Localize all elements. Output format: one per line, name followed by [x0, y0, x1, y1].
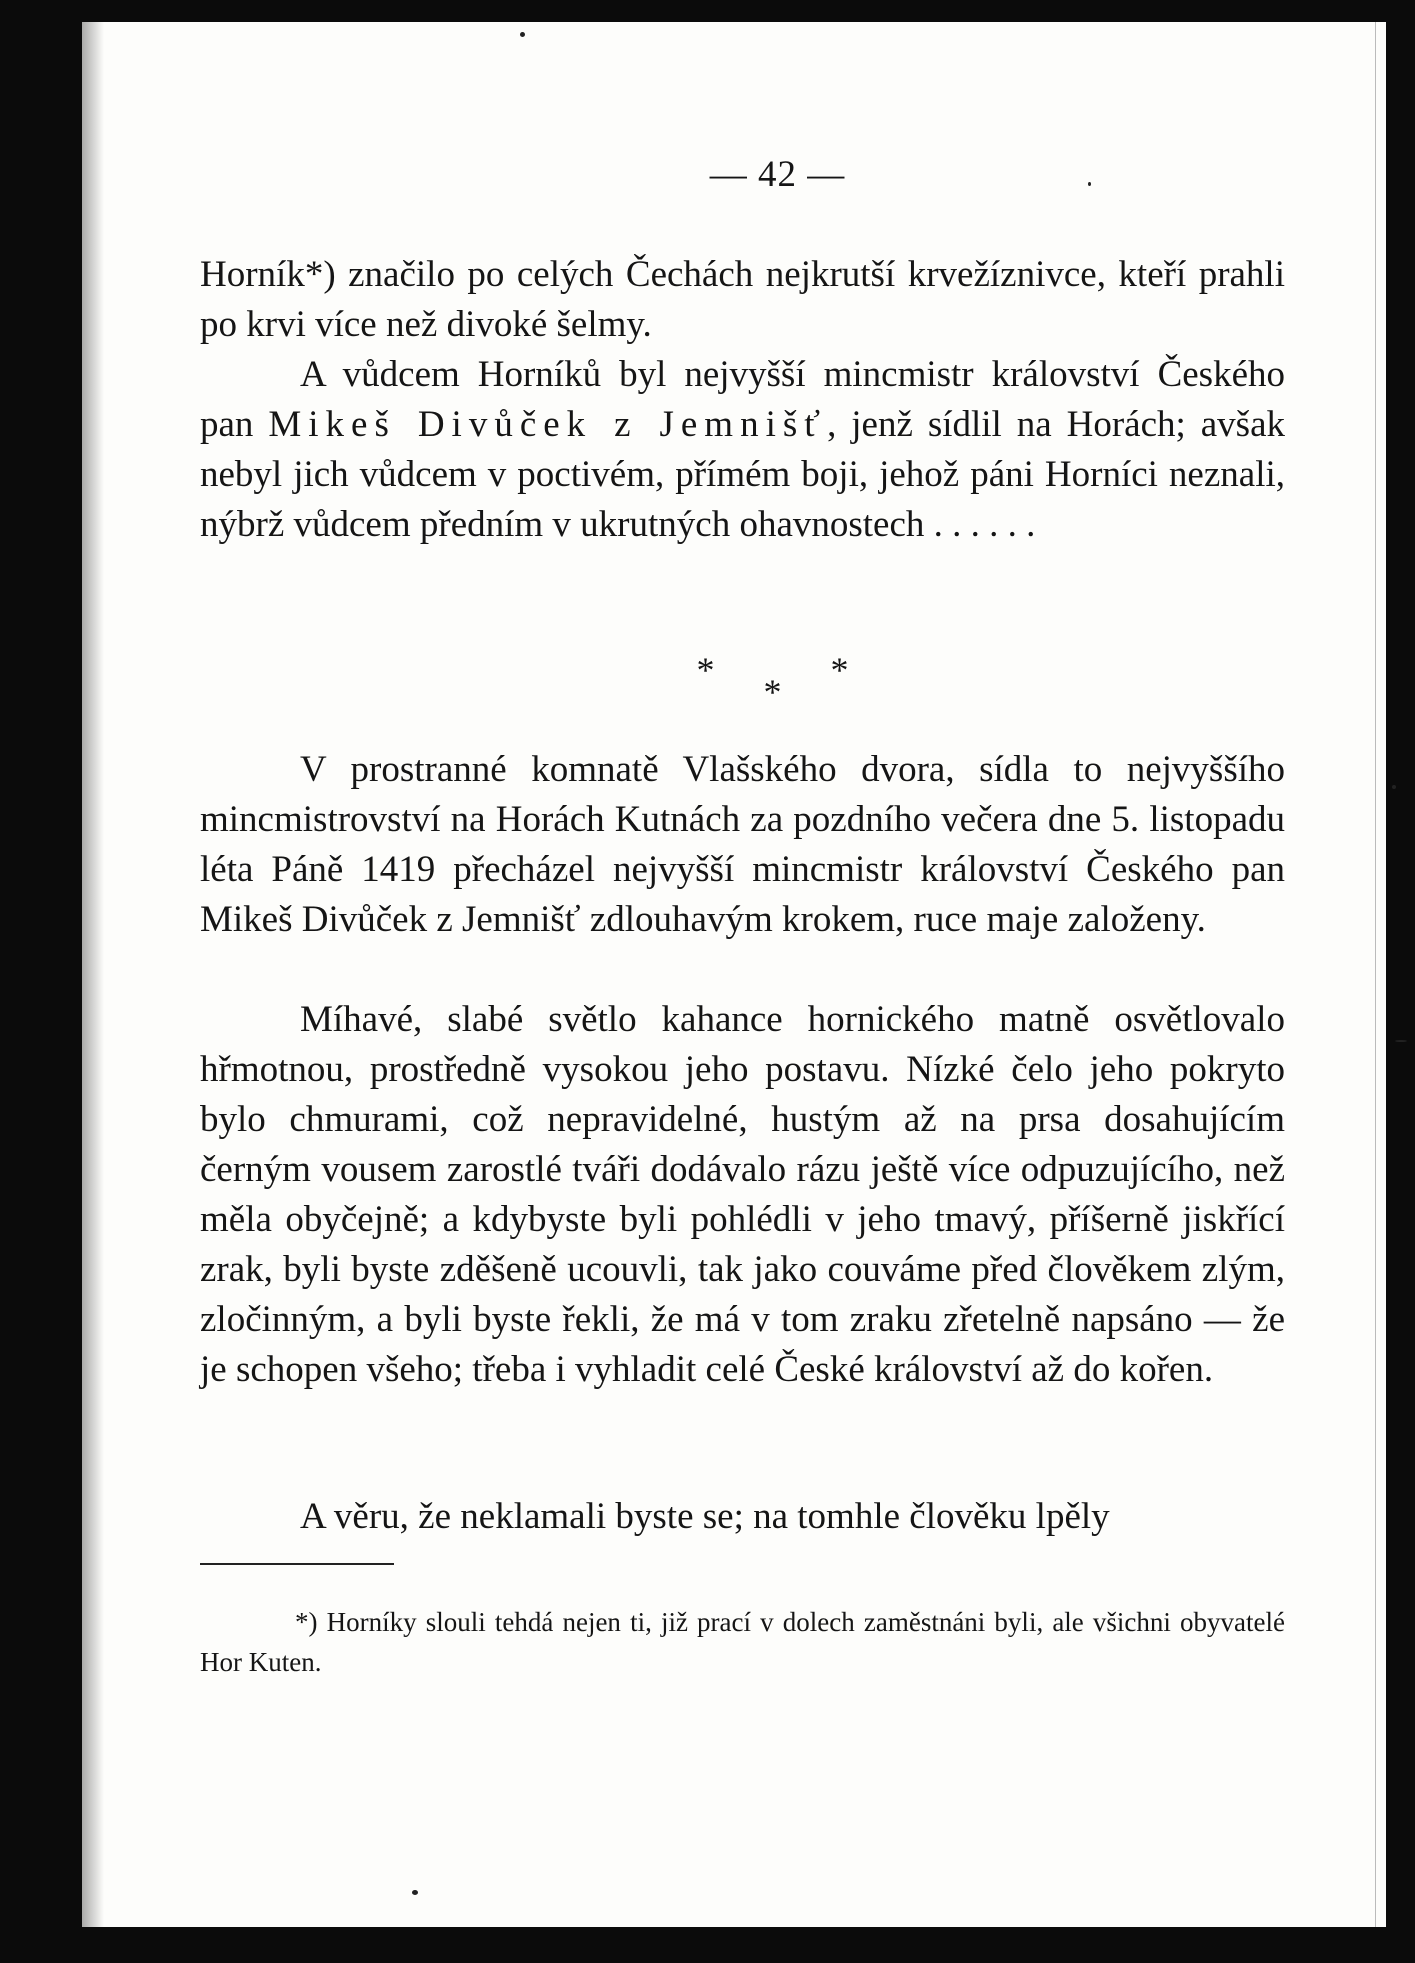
paragraph-2-lead: A vůdcem Horníků byl nejvyšší mincmistr království Českého pan: [200, 354, 1285, 445]
page-right-edge: [1375, 22, 1386, 1927]
paragraph-1: Horník*) značilo po celých Čechách nejkrutší krvežíznivce, kteří prahli po krvi více než divoké šelmy.: [200, 254, 1285, 345]
separator-star-1: *: [696, 650, 715, 690]
section-separator: [200, 645, 1285, 712]
paragraph-2-rest: , jenž sídlil na Horách; avšak nebyl jich vůdcem v poctivém, přímém boji, jehož páni Horníci neznali, nýbrž vůdcem předním v ukrutných ohavnostech . . . . . .: [200, 404, 1285, 545]
paragraph-5: A věru, že neklamali byste se; na tomhle člověku lpěly: [300, 1496, 1110, 1537]
footnote: [200, 1602, 1285, 1682]
footnote-text: *) Horníky slouli tehdá nejen ti, již prací v dolech zaměstnáni byli, ale všichni obyvatelé Hor Kuten.: [200, 1607, 1285, 1677]
page-number: — 42 —: [709, 154, 846, 195]
paragraph-4: Míhavé, slabé světlo kahance hornického matně osvětlovalo hřmotnou, prostředně vysokou jeho postavu. Nízké čelo jeho pokryto bylo chmurami, což nepravidelné, hustým až na prsa dosahujícím černým vousem zarostlé tváři dodávalo rázu ještě více odpuzujícího, než měla obyčejně; a kdybyste byli pohlédli v jeho tmavý, příšerně jiskřící zrak, byli byste zděšeně ucouvli, tak jako couváme před člověkem zlým, zločinným, a byli byste řekli, že má v tom zraku zřetelně napsáno — že je schopen všeho; třeba i vyhladit celé České království až do kořen.: [200, 999, 1285, 1390]
footnote-rule: [200, 1563, 394, 1565]
paragraph-2-spaced-name: Mikeš Divůček z Jemnišť: [268, 404, 828, 445]
paragraph-3: V prostranné komnatě Vlašského dvora, sídla to nejvyššího mincmistrovství na Horách Kutnách za pozdního večera dne 5. listopadu léta Páně 1419 přecházel nejvyšší mincmistr království Českého pan Mikeš Divůček z Jemnišť zdlouhavým krokem, ruce maje založeny.: [200, 749, 1285, 940]
page-left-edge-shadow: [82, 22, 104, 1927]
separator-star-3: *: [830, 650, 849, 690]
separator-star-2: *: [763, 672, 782, 712]
paragraph-2: [200, 350, 1285, 550]
